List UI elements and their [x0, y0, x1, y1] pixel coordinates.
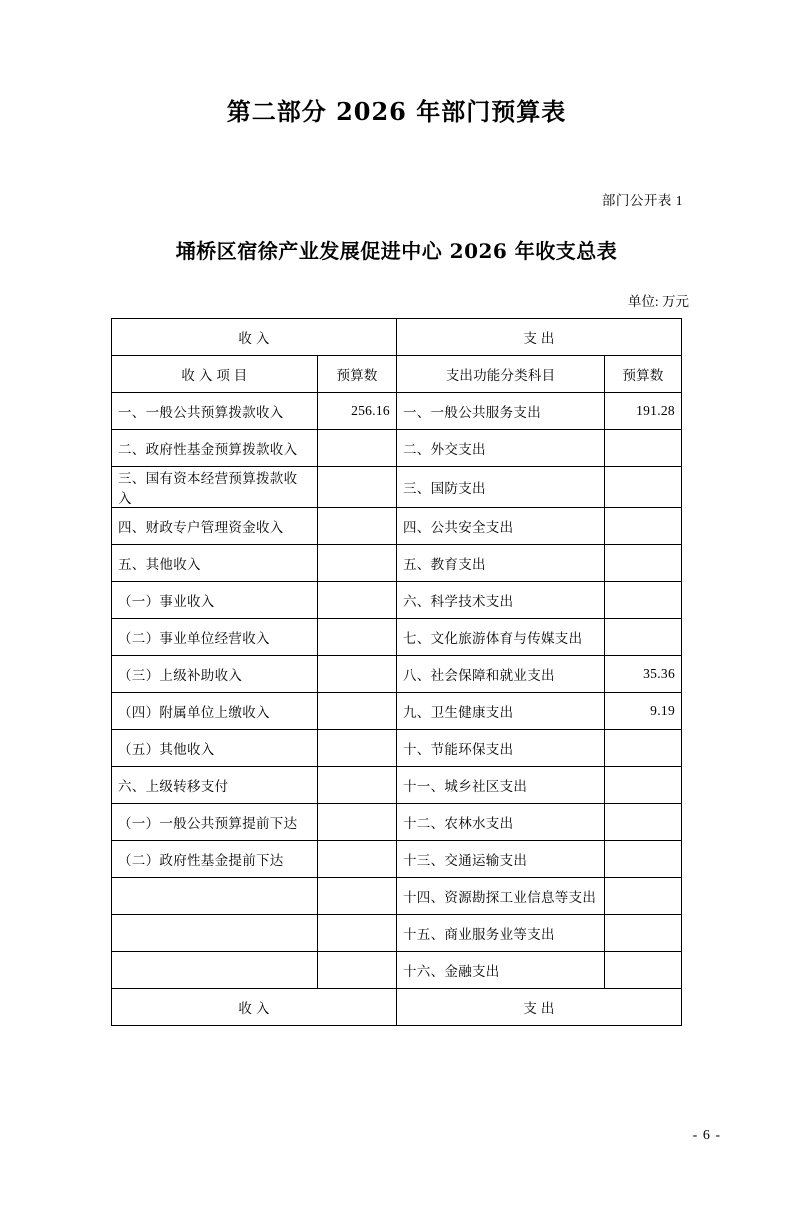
income-item-cell: [112, 915, 318, 952]
table-row: [112, 767, 682, 804]
income-value-cell: [318, 693, 397, 730]
table-column-header-row: [112, 356, 682, 393]
income-value-cell: [318, 582, 397, 619]
income-value-cell: [318, 508, 397, 545]
expenditure-item-cell: 十一、城乡社区支出: [397, 767, 605, 804]
expenditure-value-cell: [605, 619, 682, 656]
column-header-income-item: 收 入 项 目: [112, 356, 318, 393]
public-table-number: 部门公开表 1: [601, 193, 683, 208]
income-item-cell: 四、财政专户管理资金收入: [112, 508, 318, 545]
expenditure-item-cell: 十、节能环保支出: [397, 730, 605, 767]
income-value-cell: [318, 619, 397, 656]
income-item-cell: 六、上级转移支付: [112, 767, 318, 804]
expenditure-item-cell: 七、文化旅游体育与传媒支出: [397, 619, 605, 656]
income-value-cell: [318, 545, 397, 582]
income-item-cell: 一、一般公共预算拨款收入: [112, 393, 318, 430]
income-item-cell: （五）其他收入: [112, 730, 318, 767]
income-item-cell: （四）附属单位上缴收入: [112, 693, 318, 730]
expenditure-item-cell: 十六、金融支出: [397, 952, 605, 989]
expenditure-item-cell: 八、社会保障和就业支出: [397, 656, 605, 693]
budget-table-rows: [112, 393, 682, 989]
table-row: [112, 730, 682, 767]
budget-table-title: 埇桥区宿徐产业发展促进中心 2026 年收支总表: [175, 239, 618, 263]
table-footer-row: [112, 989, 682, 1026]
expenditure-value-cell: [605, 467, 682, 508]
expenditure-value-cell: [605, 915, 682, 952]
budget-table-footer: [112, 989, 682, 1026]
income-value-cell: [318, 467, 397, 508]
income-item-cell: （二）政府性基金提前下达: [112, 841, 318, 878]
table-row: [112, 841, 682, 878]
expenditure-item-cell: 三、国防支出: [397, 467, 605, 508]
income-value-cell: 256.16: [318, 393, 397, 430]
table-row: [112, 915, 682, 952]
income-item-cell: （二）事业单位经营收入: [112, 619, 318, 656]
expenditure-value-cell: [605, 804, 682, 841]
income-item-cell: 五、其他收入: [112, 545, 318, 582]
document-page: [0, 92, 793, 1214]
table-row: [112, 619, 682, 656]
expenditure-value-cell: [605, 545, 682, 582]
expenditure-value-cell: [605, 430, 682, 467]
income-value-cell: [318, 767, 397, 804]
expenditure-value-cell: 9.19: [605, 693, 682, 730]
table-row: [112, 508, 682, 545]
expenditure-item-cell: 六、科学技术支出: [397, 582, 605, 619]
expenditure-item-cell: 五、教育支出: [397, 545, 605, 582]
table-row: [112, 393, 682, 430]
expenditure-item-cell: 十二、农林水支出: [397, 804, 605, 841]
table-row: [112, 693, 682, 730]
expenditure-value-cell: 35.36: [605, 656, 682, 693]
income-item-cell: （一）一般公共预算提前下达: [112, 804, 318, 841]
table-row: [112, 656, 682, 693]
expenditure-value-cell: [605, 878, 682, 915]
column-header-expenditure-budget: 预算数: [605, 356, 682, 393]
budget-table: [111, 318, 682, 1026]
expenditure-item-cell: 十五、商业服务业等支出: [397, 915, 605, 952]
expenditure-value-cell: [605, 730, 682, 767]
table-row: [112, 804, 682, 841]
table-row: [112, 430, 682, 467]
income-item-cell: 二、政府性基金预算拨款收入: [112, 430, 318, 467]
expenditure-item-cell: 四、公共安全支出: [397, 508, 605, 545]
group-header-income: 收 入: [112, 319, 397, 356]
table-row: [112, 878, 682, 915]
income-item-cell: 三、国有资本经营预算拨款收入: [112, 467, 318, 508]
expenditure-value-cell: [605, 841, 682, 878]
expenditure-value-cell: [605, 508, 682, 545]
column-header-expenditure-item: 支出功能分类科目: [397, 356, 605, 393]
expenditure-item-cell: 一、一般公共服务支出: [397, 393, 605, 430]
expenditure-item-cell: 十四、资源勘探工业信息等支出: [397, 878, 605, 915]
income-item-cell: （三）上级补助收入: [112, 656, 318, 693]
expenditure-item-cell: 二、外交支出: [397, 430, 605, 467]
section-title: 第二部分 2026 年部门预算表: [226, 97, 567, 126]
income-item-cell: [112, 952, 318, 989]
income-value-cell: [318, 952, 397, 989]
expenditure-value-cell: [605, 582, 682, 619]
group-header-expenditure: 支 出: [397, 319, 682, 356]
expenditure-item-cell: 十三、交通运输支出: [397, 841, 605, 878]
footer-income-total: 收 入: [112, 989, 397, 1026]
expenditure-value-cell: [605, 952, 682, 989]
income-value-cell: [318, 841, 397, 878]
income-item-cell: （一）事业收入: [112, 582, 318, 619]
footer-expenditure-total: 支 出: [397, 989, 682, 1026]
expenditure-value-cell: 191.28: [605, 393, 682, 430]
income-value-cell: [318, 730, 397, 767]
income-item-cell: [112, 878, 318, 915]
table-row: [112, 582, 682, 619]
expenditure-value-cell: [605, 767, 682, 804]
column-header-income-budget: 预算数: [318, 356, 397, 393]
income-value-cell: [318, 804, 397, 841]
expenditure-item-cell: 九、卫生健康支出: [397, 693, 605, 730]
table-group-header-row: [112, 319, 682, 356]
table-row: [112, 467, 682, 508]
table-row: [112, 952, 682, 989]
income-value-cell: [318, 915, 397, 952]
income-value-cell: [318, 430, 397, 467]
income-value-cell: [318, 878, 397, 915]
income-value-cell: [318, 656, 397, 693]
unit-note: 单位: 万元: [627, 294, 689, 309]
budget-table-body: [112, 319, 682, 393]
table-row: [112, 545, 682, 582]
page-number: - 6 -: [692, 1128, 721, 1143]
